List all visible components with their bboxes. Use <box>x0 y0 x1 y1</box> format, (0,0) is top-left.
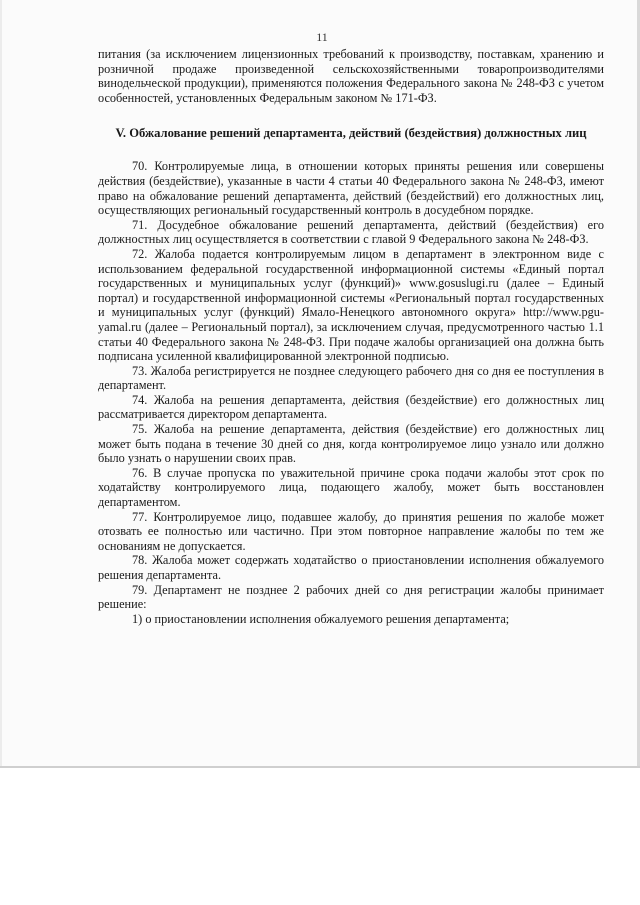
scan-bottom-edge <box>0 766 640 768</box>
paragraph-73: 73. Жалоба регистрируется не позднее следующего рабочего дня со дня ее поступления в департамент. <box>98 363 604 393</box>
paragraph-78: 78. Жалоба может содержать ходатайство о приостановлении исполнения обжалуемого решения департамента. <box>98 553 604 582</box>
document-body <box>98 47 604 626</box>
intro-paragraph: питания (за исключением лицензионных требований к производству, поставкам, хранению и розничной продаже произведенной сельскохозяйственными товаропроизводителями винодельческой продукции), применяются положения Федерального закона № 248-ФЗ с учетом особенностей, установленных Федеральным законом № 171-ФЗ. <box>98 47 604 105</box>
paragraph-72: 72. Жалоба подается контролируемым лицом в департамент в электронном виде с использованием федеральной государственной информационной системы «Единый портал государственных и муниципальных услуг (функций)» www.gosuslugi.ru (далее – Единый портал) и государственной информационной системы «Региональный портал государственных и муниципальных услуг (функций) Ямало-Ненецкого автономного округа» http://www.pgu-yamal.ru (далее – Региональный портал), за исключением случая, предусмотренного частью 1.1 статьи 40 Федерального закона № 248-ФЗ. При подаче жалобы организацией она должна быть подписана усиленной квалифицированной электронной подписью. <box>98 246 604 364</box>
paragraph-79: 79. Департамент не позднее 2 рабочих дней со дня регистрации жалобы принимает решение: <box>98 582 604 612</box>
paragraph-70: 70. Контролируемые лица, в отношении которых приняты решения или совершены действия (бездействие), указанные в части 4 статьи 40 Федерального закона № 248-ФЗ, имеют право на обжалование решений департамента, действий (бездействий) его должностных лиц, осуществляющих региональный государственный контроль в досудебном порядке. <box>98 159 604 218</box>
paragraph-79-item-1: 1) о приостановлении исполнения обжалуемого решения департамента; <box>132 611 510 626</box>
paragraph-75: 75. Жалоба на решение департамента, действия (бездействие) его должностных лиц может быть подана в течение 30 дней со дня, когда контролируемое лицо узнало или должно было узнать о нарушении своих прав. <box>98 422 604 466</box>
paragraph-71: 71. Досудебное обжалование решений департамента, действий (бездействия) его должностных лиц осуществляется в соответствии с главой 9 Федерального закона № 248-ФЗ. <box>98 217 604 247</box>
page-number: 11 <box>316 30 328 44</box>
paragraph-77: 77. Контролируемое лицо, подавшее жалобу, до принятия решения по жалобе может отозвать ее полностью или частично. При этом повторное направление жалобы по тем же основаниям не допускается. <box>98 509 604 553</box>
section-heading: V. Обжалование решений департамента, действий (бездействия) должностных лиц <box>115 126 587 141</box>
paragraph-76: 76. В случае пропуска по уважительной причине срока подачи жалобы этот срок по ходатайству контролируемого лица, подающего жалобу, может быть восстановлен департаментом. <box>98 465 604 510</box>
paragraph-74: 74. Жалоба на решения департамента, действия (бездействие) его должностных лиц рассматривается директором департамента. <box>98 392 604 422</box>
